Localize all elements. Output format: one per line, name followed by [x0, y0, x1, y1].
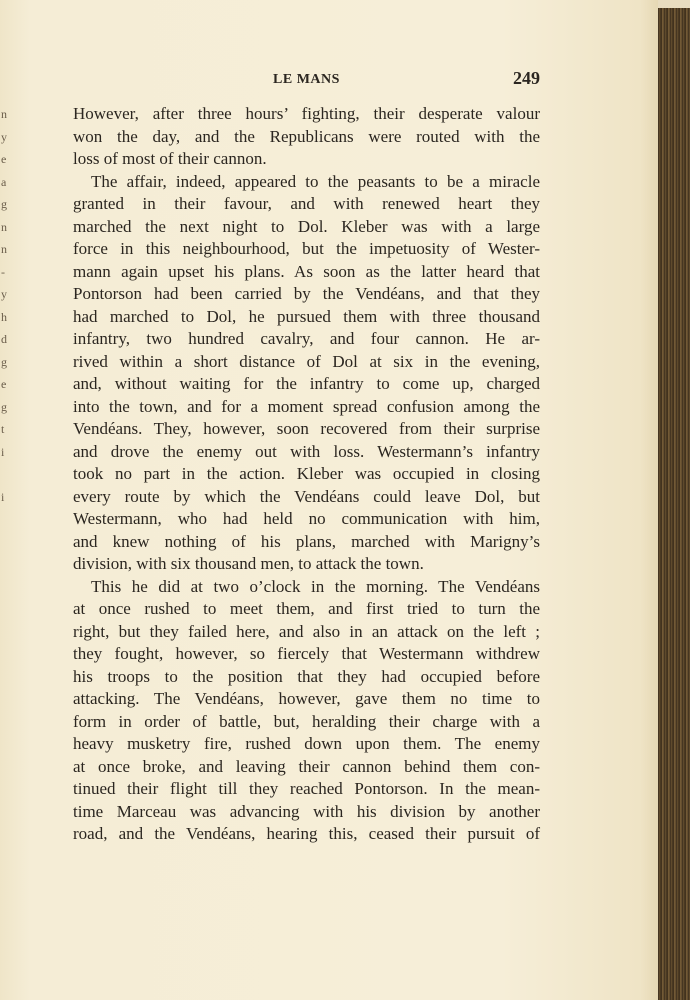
text-line: loss of most of their cannon. [73, 149, 267, 168]
text-line: and knew nothing of his plans, marched with Marigny’s [73, 531, 540, 551]
text-line: tinued their flight till they reached Pontorson. In the mean- [73, 779, 540, 798]
gutter-mark: g [1, 197, 7, 211]
text-line: at once rushed to meet them, and first tried to turn the [73, 599, 540, 618]
text-line: The affair, indeed, appeared to the peasants to be a miracle [91, 171, 540, 191]
text-line: time Marceau was advancing with his division by another [73, 801, 540, 821]
gutter-mark: h [1, 309, 7, 324]
text-line: heavy musketry fire, rushed down upon them. The enemy [73, 734, 540, 753]
text-line: right, but they failed here, and also in an attack on the left ; [73, 621, 540, 641]
text-line: form in order of battle, but, heralding their charge with a [73, 711, 540, 731]
paragraph-2 [73, 171, 540, 576]
text-line: Vendéans. They, however, soon recovered from their surprise [73, 419, 540, 438]
text-line: division, with six thousand men, to attack the town. [73, 554, 424, 573]
book-spine-edge [658, 0, 690, 1000]
gutter-mark: i [1, 489, 5, 504]
text-line: Westermann, who had held no communication with him, [73, 509, 540, 528]
text-line: into the town, and for a moment spread confusion among the [73, 396, 540, 416]
gutter-mark: d [1, 332, 7, 346]
paragraph-1 [73, 103, 540, 171]
text-line: infantry, two hundred cavalry, and four cannon. He ar- [73, 329, 540, 348]
text-line: they fought, however, so fiercely that Westermann withdrew [73, 644, 540, 663]
gutter-mark: g [1, 354, 7, 369]
text-line: his troops to the position that they had occupied before [73, 666, 540, 686]
gutter-mark: t [1, 422, 5, 436]
gutter-mark: i [1, 444, 5, 459]
text-line: road, and the Vendéans, hearing this, ceased their pursuit of [73, 824, 540, 843]
text-line: granted in their favour, and with renewed heart they [73, 194, 540, 213]
gutter-mark: - [1, 264, 5, 279]
gutter-mark: y [1, 129, 7, 144]
text-line: took no part in the action. Kleber was occupied in closing [73, 464, 540, 483]
text-line: at once broke, and leaving their cannon behind them con- [73, 756, 540, 776]
page-header [73, 68, 540, 92]
text-line: force in this neighbourhood, but the impetuosity of Wester- [73, 239, 540, 258]
gutter-mark: a [1, 174, 7, 189]
gutter-mark: y [1, 287, 7, 301]
text-line: rived within a short distance of Dol at six in the evening, [73, 351, 540, 371]
body-text [73, 103, 540, 846]
text-line: This he did at two o’clock in the morning. The Vendéans [91, 576, 540, 596]
text-line: However, after three hours’ fighting, their desperate valour [73, 104, 540, 123]
paragraph-3 [73, 576, 540, 846]
gutter-mark: n [1, 242, 7, 256]
text-line: marched the next night to Dol. Kleber was with a large [73, 216, 540, 236]
gutter-mark: e [1, 377, 7, 391]
running-head: LE MANS [273, 72, 340, 87]
gutter-mark: n [1, 219, 7, 234]
gutter-mark: n [1, 107, 7, 121]
gutter-mark: g [1, 399, 7, 414]
text-line: and, without waiting for the infantry to come up, charged [73, 374, 540, 393]
page-number: 249 [513, 68, 540, 88]
text-line: Pontorson had been carried by the Vendéans, and that they [73, 284, 540, 303]
text-line: every route by which the Vendéans could leave Dol, but [73, 486, 540, 506]
book-edge-top [658, 0, 690, 8]
gutter-mark: e [1, 152, 7, 166]
text-line: won the day, and the Republicans were routed with the [73, 126, 540, 146]
text-line: had marched to Dol, he pursued them with three thousand [73, 306, 540, 326]
text-line: and drove the enemy out with loss. Westermann’s infantry [73, 441, 540, 461]
text-line: attacking. The Vendéans, however, gave them no time to [73, 689, 540, 708]
text-line: mann again upset his plans. As soon as the latter heard that [73, 261, 540, 281]
